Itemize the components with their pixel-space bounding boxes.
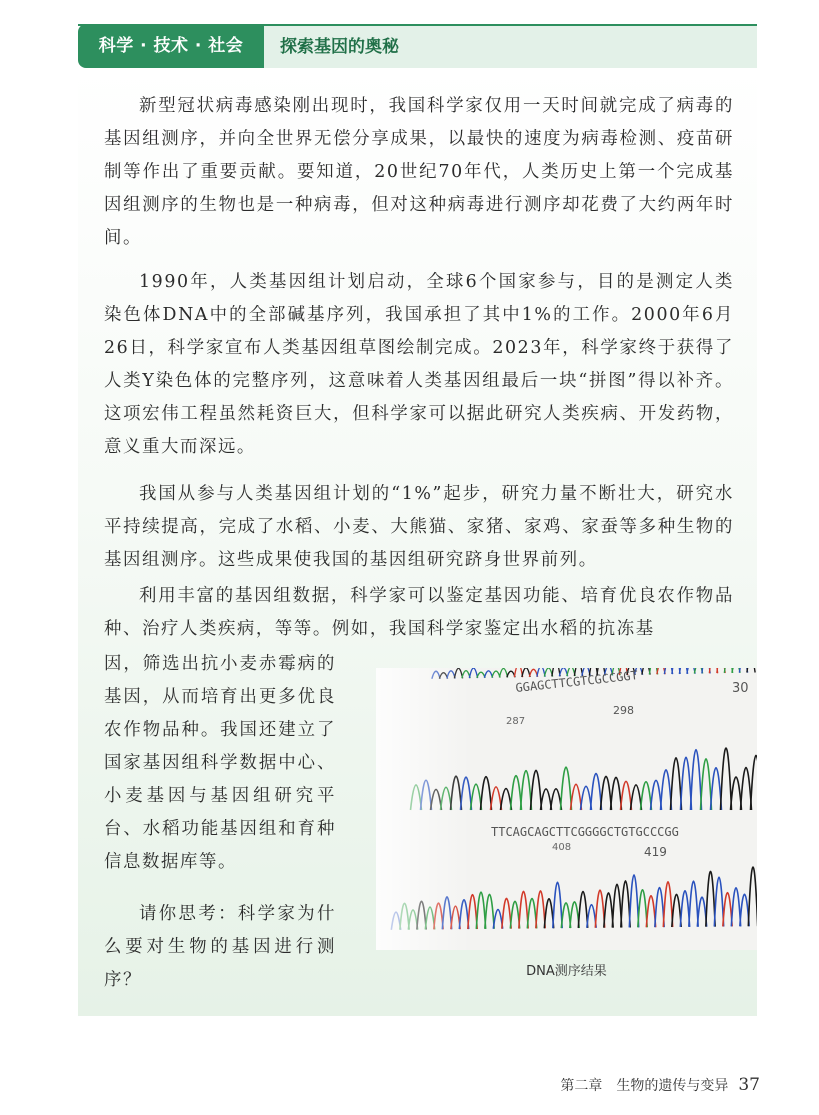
section-badge: 科学 · 技术 · 社会 — [78, 24, 264, 68]
paragraph-5: 因，筛选出抗小麦赤霉病的基因，从而培育出更多优良农作物品种。我国还建立了国家基因组科学数据中心、小麦基因与基因组研究平台、水稻功能基因组和育种信息数据库等。 — [104, 654, 336, 872]
paragraph-3: 我国从参与人类基因组计划的“1%”起步，研究力量不断壮大，研究水平持续提高，完成了水稻、小麦、大熊猫、家猪、家鸡、家蚕等多种生物的基因组测序。这些成果使我国的基因组研究跻身世界前列。 — [104, 484, 734, 570]
feature-title: 探索基因的奥秘 — [264, 26, 757, 68]
dna-sequencing-photo — [376, 668, 757, 950]
feature-header — [78, 24, 757, 68]
chromatogram-image — [376, 668, 757, 950]
paragraph-2: 1990年，人类基因组计划启动，全球6个国家参与，目的是测定人类染色体DNA中的全部碱基序列，我国承担了其中1%的工作。2000年6月26日，科学家宣布人类基因组草图绘制完成。2023年，科学家终于获得了人类Y染色体的完整序列，这意味着人类基因组最后一块“拼图”得以补齐。这项宏伟工程虽然耗资巨大，但科学家可以据此研究人类疾病、开发药物，意义重大而深远。 — [104, 272, 734, 457]
page-footer — [490, 1075, 760, 1095]
paragraph-4: 利用丰富的基因组数据，科学家可以鉴定基因功能、培育优良农作物品种、治疗人类疾病，等等。例如，我国科学家鉴定出水稻的抗冻基 — [104, 586, 734, 639]
paragraph-1: 新型冠状病毒感染刚出现时，我国科学家仅用一天时间就完成了病毒的基因组测序，并向全世界无偿分享成果，以最快的速度为病毒检测、疫苗研制等作出了重要贡献。要知道，20世纪70年代，人类历史上第一个完成基因组测序的生物也是一种病毒，但对这种病毒进行测序却花费了大约两年时间。 — [104, 96, 734, 248]
figure-caption: DNA测序结果 — [526, 964, 607, 979]
chapter-title: 第二章 生物的遗传与变异 — [560, 1078, 729, 1094]
thinking-question: 请你思考：科学家为什么要对生物的基因进行测序？ — [104, 904, 336, 990]
page-number: 37 — [738, 1075, 760, 1095]
